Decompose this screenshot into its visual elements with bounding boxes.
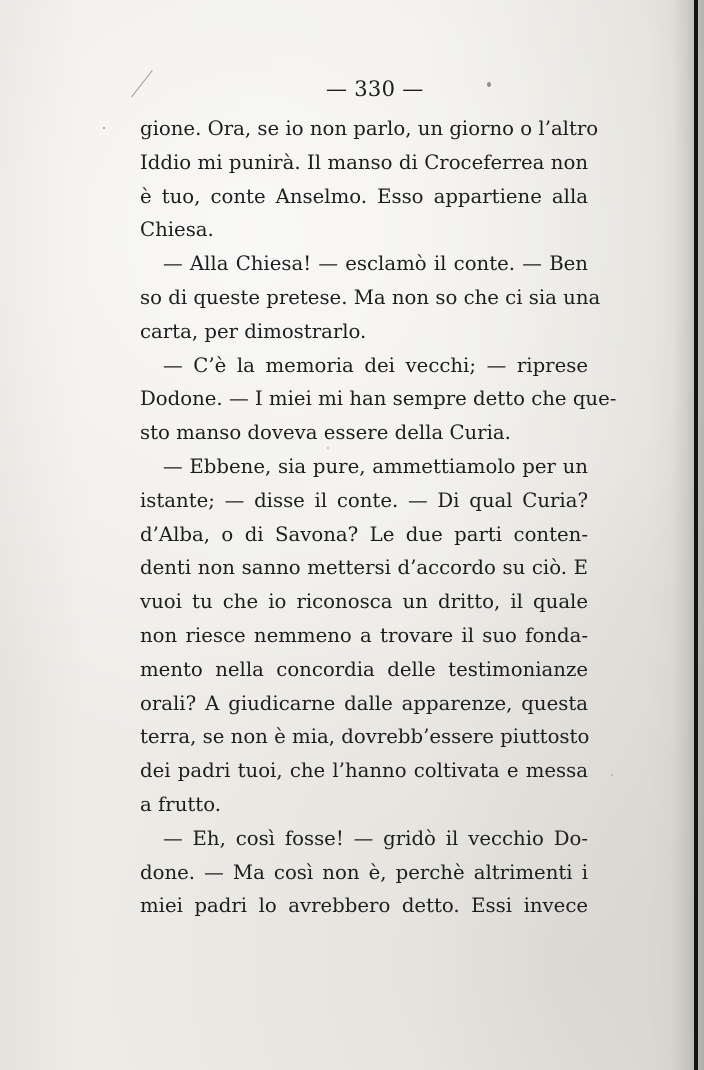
text-line: non riesce nemmeno a trovare il suo fonda- bbox=[140, 623, 588, 647]
text-line: mento nella concordia delle testimonianze bbox=[140, 657, 588, 681]
text-line: carta, per dimostrarlo. bbox=[140, 319, 367, 343]
text-line: sto manso doveva essere della Curia. bbox=[140, 421, 511, 445]
text-line: terra, se non è mia, dovrebb’essere piuttosto bbox=[140, 725, 590, 749]
ink-speck bbox=[487, 82, 491, 87]
text-line: so di queste pretese. Ma non so che ci sia una bbox=[140, 285, 601, 309]
text-line: istante; — disse il conte. — Di qual Curia? bbox=[140, 488, 588, 512]
ink-speck bbox=[103, 127, 105, 129]
text-line: — Alla Chiesa! — esclamò il conte. — Ben bbox=[163, 252, 588, 276]
text-line: è tuo, conte Anselmo. Esso appartiene alla bbox=[140, 184, 588, 208]
text-line: — C’è la memoria dei vecchi; — riprese bbox=[163, 353, 588, 377]
text-line: d’Alba, o di Savona? Le due parti conten- bbox=[140, 522, 588, 546]
text-line: — Ebbene, sia pure, ammettiamolo per un bbox=[163, 454, 588, 478]
text-line: vuoi tu che io riconosca un dritto, il quale bbox=[140, 590, 588, 614]
pencil-mark bbox=[131, 70, 167, 108]
binding-edge-line bbox=[694, 0, 698, 1070]
text-line: — Eh, così fosse! — gridò il vecchio Do- bbox=[163, 826, 588, 850]
page-edge-shadow bbox=[672, 0, 704, 1070]
text-line: a frutto. bbox=[140, 792, 221, 816]
text-line: Iddio mi punirà. Il manso di Croceferrea non bbox=[140, 150, 588, 174]
body-text bbox=[140, 112, 617, 923]
ink-speck bbox=[611, 774, 613, 776]
page-number: — 330 — bbox=[326, 77, 424, 101]
text-line: miei padri lo avrebbero detto. Essi invece bbox=[140, 894, 588, 918]
text-line: denti non sanno mettersi d’accordo su ciò. E bbox=[140, 556, 588, 580]
text-line: orali? A giudicarne dalle apparenze, questa bbox=[140, 691, 588, 715]
text-line: done. — Ma così non è, perchè altrimenti i bbox=[140, 860, 588, 884]
text-line: Dodone. — I miei mi han sempre detto che que- bbox=[140, 387, 617, 411]
text-line: gione. Ora, se io non parlo, un giorno o l’altro bbox=[140, 117, 599, 140]
text-line: dei padri tuoi, che l’hanno coltivata e messa bbox=[140, 759, 588, 783]
text-line: Chiesa. bbox=[140, 218, 214, 242]
